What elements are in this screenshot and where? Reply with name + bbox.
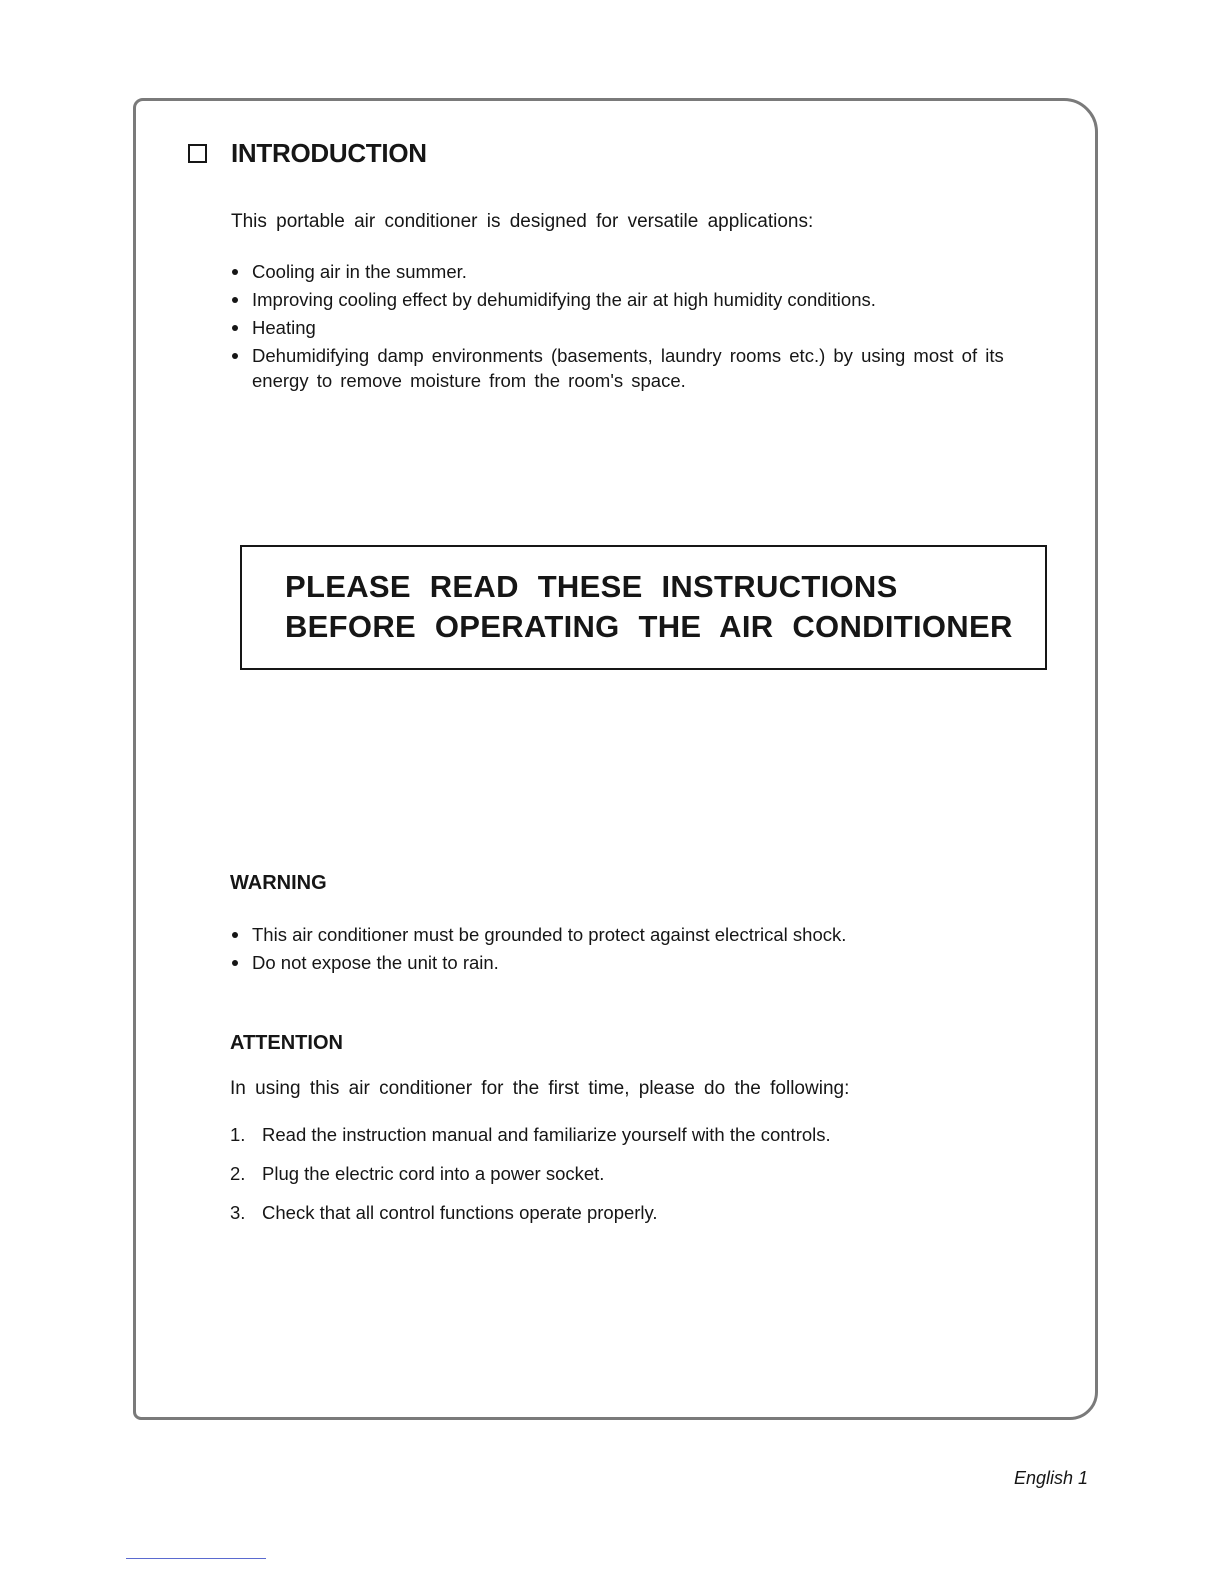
introduction-title-text: INTRODUCTION xyxy=(231,138,427,168)
warning-list xyxy=(231,922,846,978)
list-item: Cooling air in the summer. xyxy=(231,259,1061,284)
attention-lead: In using this air conditioner for the first time, please do the following: xyxy=(230,1078,850,1099)
notice-line-2: BEFORE OPERATING THE AIR CONDITIONER xyxy=(285,609,1013,644)
step-text: Check that all control functions operate properly. xyxy=(262,1202,658,1223)
step-item xyxy=(230,1122,831,1148)
step-item xyxy=(230,1161,831,1187)
first-use-steps xyxy=(230,1122,831,1239)
step-item xyxy=(230,1200,831,1226)
list-item: Dehumidifying damp environments (basements, laundry rooms etc.) by using most of its energy to remove moisture from the room's space. xyxy=(231,343,1061,393)
page-number-label: English 1 xyxy=(1014,1468,1089,1488)
list-item: Improving cooling effect by dehumidifying the air at high humidity conditions. xyxy=(231,287,1061,312)
list-item: Do not expose the unit to rain. xyxy=(231,950,846,975)
list-item: Heating xyxy=(231,315,1061,340)
notice-line-1: PLEASE READ THESE INSTRUCTIONS xyxy=(285,569,898,604)
step-number: 2. xyxy=(230,1163,246,1184)
list-item: This air conditioner must be grounded to protect against electrical shock. xyxy=(231,922,846,947)
checkbox-icon xyxy=(188,144,207,163)
read-instructions-notice xyxy=(240,545,1047,670)
introduction-lead: This portable air conditioner is designed for versatile applications: xyxy=(231,211,814,232)
step-number: 1. xyxy=(230,1124,246,1145)
introduction-title xyxy=(188,138,427,169)
step-text: Plug the electric cord into a power socket. xyxy=(262,1163,605,1184)
step-text: Read the instruction manual and familiarize yourself with the controls. xyxy=(262,1124,831,1145)
footer-rule xyxy=(126,1558,266,1559)
step-number: 3. xyxy=(230,1202,246,1223)
warning-heading: WARNING xyxy=(230,872,327,894)
attention-heading: ATTENTION xyxy=(230,1032,343,1054)
applications-list xyxy=(231,259,1061,396)
